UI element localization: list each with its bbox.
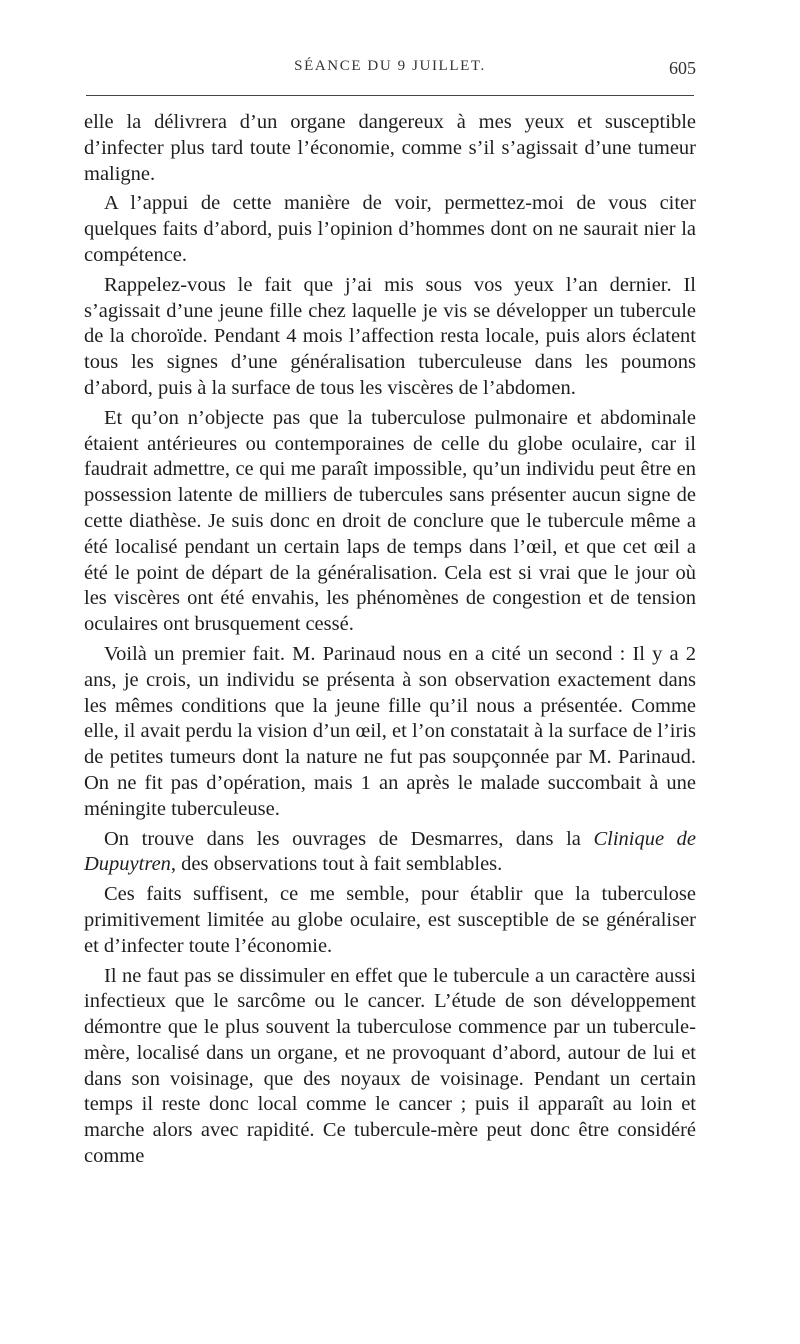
body-text [84, 110, 696, 1174]
running-header [84, 58, 696, 88]
paragraph-2: A l’appui de cette manière de voir, permettez-moi de vous citer quelques faits d’abord, puis l’opinion d’hommes dont on ne saurait nier la compétence. [84, 192, 696, 266]
paragraph-1: elle la délivrera d’un organe dangereux à mes yeux et susceptible d’infecter plus tard toute l’économie, comme s’il s’agissait d’une tumeur maligne. [84, 111, 696, 185]
running-title: SÉANCE DU 9 JUILLET. [294, 58, 486, 74]
paragraph-7: Ces faits suffisent, ce me semble, pour établir que la tuberculose primitivement limitée au globe oculaire, est susceptible de se généraliser et d’infecter toute l’économie. [84, 883, 696, 957]
paragraph-6-text-end: , des observations tout à fait semblables. [170, 853, 503, 876]
paragraph-5: Voilà un premier fait. M. Parinaud nous en a cité un second : Il y a 2 ans, je crois, un individu se présenta à son observation exactement dans les mêmes conditions que la jeune fille qu’il nous a présentée. Comme elle, il avait perdu la vision d’un œil, et l’on constatait à la surface de l’iris de petites tumeurs dont la nature ne fut pas soupçonnée par M. Parinaud. On ne fit pas d’opération, mais 1 an après le malade succombait à une méningite tuberculeuse. [84, 642, 696, 820]
paragraph-6 [84, 827, 696, 879]
paragraph-3: Rappelez-vous le fait que j’ai mis sous vos yeux l’an dernier. Il s’agissait d’une jeune fille chez laquelle je vis se développer un tubercule de la choroïde. Pendant 4 mois l’affection resta locale, puis alors éclatent tous les signes d’une généralisation tuberculeuse dans les poumons d’abord, puis à la surface de tous les viscères de l’abdomen. [84, 273, 696, 399]
paragraph-6-text-start: On trouve dans les ouvrages de Desmarres, dans la [104, 827, 594, 850]
page-number: 605 [669, 58, 696, 78]
book-title-italic: Clinique de Dupuytren [84, 827, 696, 876]
paragraph-8: Il ne faut pas se dissimuler en effet que le tubercule a un caractère aussi infectieux que le sarcôme ou le cancer. L’étude de son développement démontre que le plus souvent la tuberculose commence par un tubercule-mère, localisé dans un organe, et ne provoquant d’abord, autour de lui et dans son voisinage, que des noyaux de voisinage. Pendant un certain temps il reste donc local comme le cancer ; puis il apparaît au loin et marche alors avec rapidité. Ce tubercule-mère peut donc être considéré comme [84, 964, 696, 1168]
paragraph-4: Et qu’on n’objecte pas que la tuberculose pulmonaire et abdominale étaient antérieures ou contemporaines de celle du globe oculaire, car il faudrait admettre, ce qui me paraît impossible, qu’un individu peut être en possession latente de milliers de tubercules sans présenter aucun signe de cette diathèse. Je suis donc en droit de conclure que le tubercule même a été localisé pendant un certain laps de temps dans l’œil, et que cet œil a été le point de départ de la généralisation. Cela est si vrai que le jour où les viscères ont été envahis, les phénomènes de congestion et de tension oculaires ont brusquement cessé. [84, 406, 696, 636]
header-rule [86, 95, 694, 96]
